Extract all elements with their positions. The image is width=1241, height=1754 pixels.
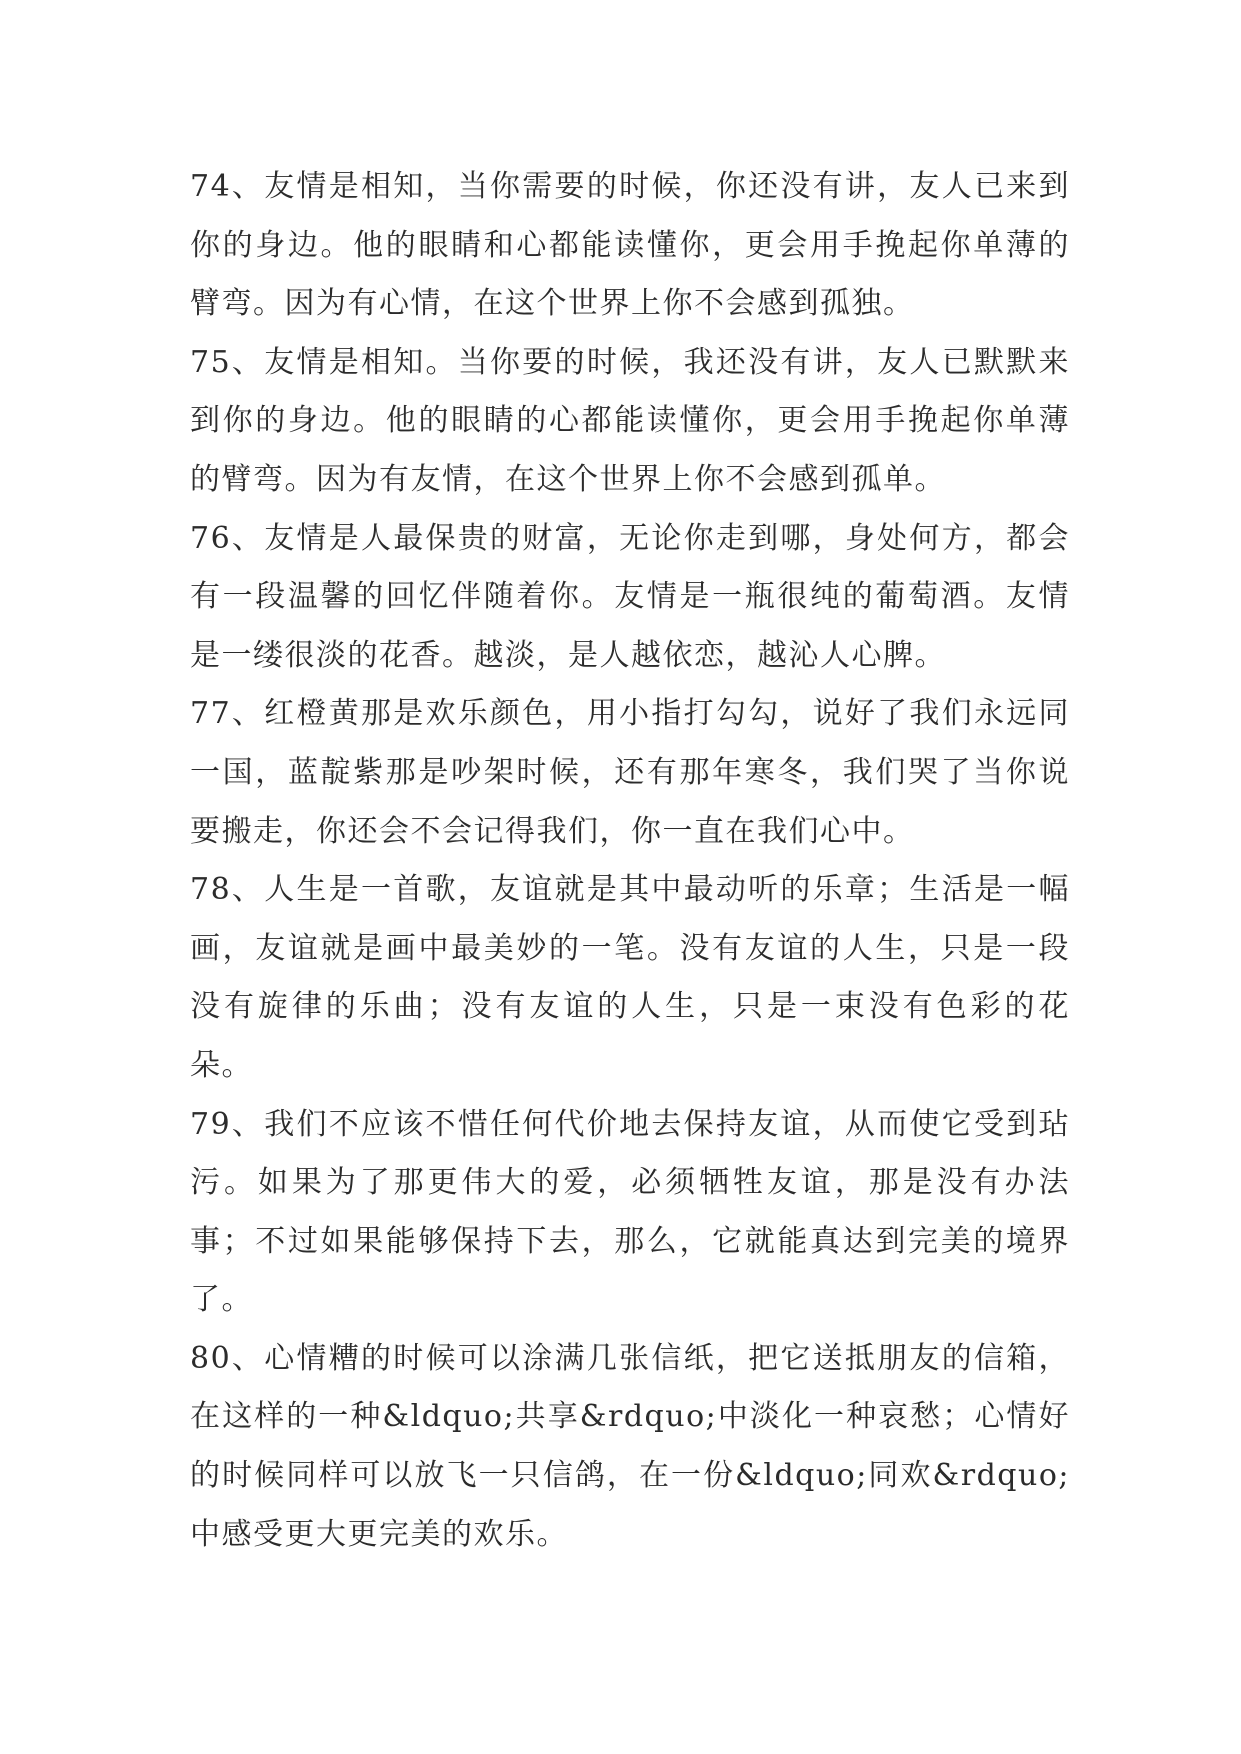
paragraph-77: 77、红橙黄那是欢乐颜色，用小指打勾勾，说好了我们永远同一国，蓝靛紫那是吵架时候，还有那年寒冬，我们哭了当你说要搬走，你还会不会记得我们，你一直在我们心中。 <box>190 696 1070 849</box>
paragraph-79: 79、我们不应该不惜任何代价地去保持友谊，从而使它受到玷污。如果为了那更伟大的爱，必须牺牲友谊，那是没有办法事；不过如果能够保持下去，那么，它就能真达到完美的境界了。 <box>190 1106 1070 1318</box>
paragraph-76: 76、友情是人最保贵的财富，无论你走到哪，身处何方，都会有一段温馨的回忆伴随着你。友情是一瓶很纯的葡萄酒。友情是一缕很淡的花香。越淡，是人越依恋，越沁人心脾。 <box>190 520 1070 673</box>
paragraph-78: 78、人生是一首歌，友谊就是其中最动听的乐章；生活是一幅画，友谊就是画中最美妙的一笔。没有友谊的人生，只是一段没有旋律的乐曲；没有友谊的人生，只是一束没有色彩的花朵。 <box>190 872 1070 1083</box>
paragraph-74: 74、友情是相知，当你需要的时候，你还没有讲，友人已来到你的身边。他的眼睛和心都能读懂你，更会用手挽起你单薄的臂弯。因为有心情，在这个世界上你不会感到孤独。 <box>190 169 1070 322</box>
document-body <box>190 158 1070 1564</box>
paragraph-75: 75、友情是相知。当你要的时候，我还没有讲，友人已默默来到你的身边。他的眼睛的心都能读懂你，更会用手挽起你单薄的臂弯。因为有友情，在这个世界上你不会感到孤单。 <box>190 344 1070 497</box>
paragraph-80: 80、心情糟的时候可以涂满几张信纸，把它送抵朋友的信箱，在这样的一种&ldquo;共享&rdquo;中淡化一种哀愁；心情好的时候同样可以放飞一只信鸽，在一份&ldquo;同欢&rdquo;中感受更大更完美的欢乐。 <box>190 1340 1070 1552</box>
